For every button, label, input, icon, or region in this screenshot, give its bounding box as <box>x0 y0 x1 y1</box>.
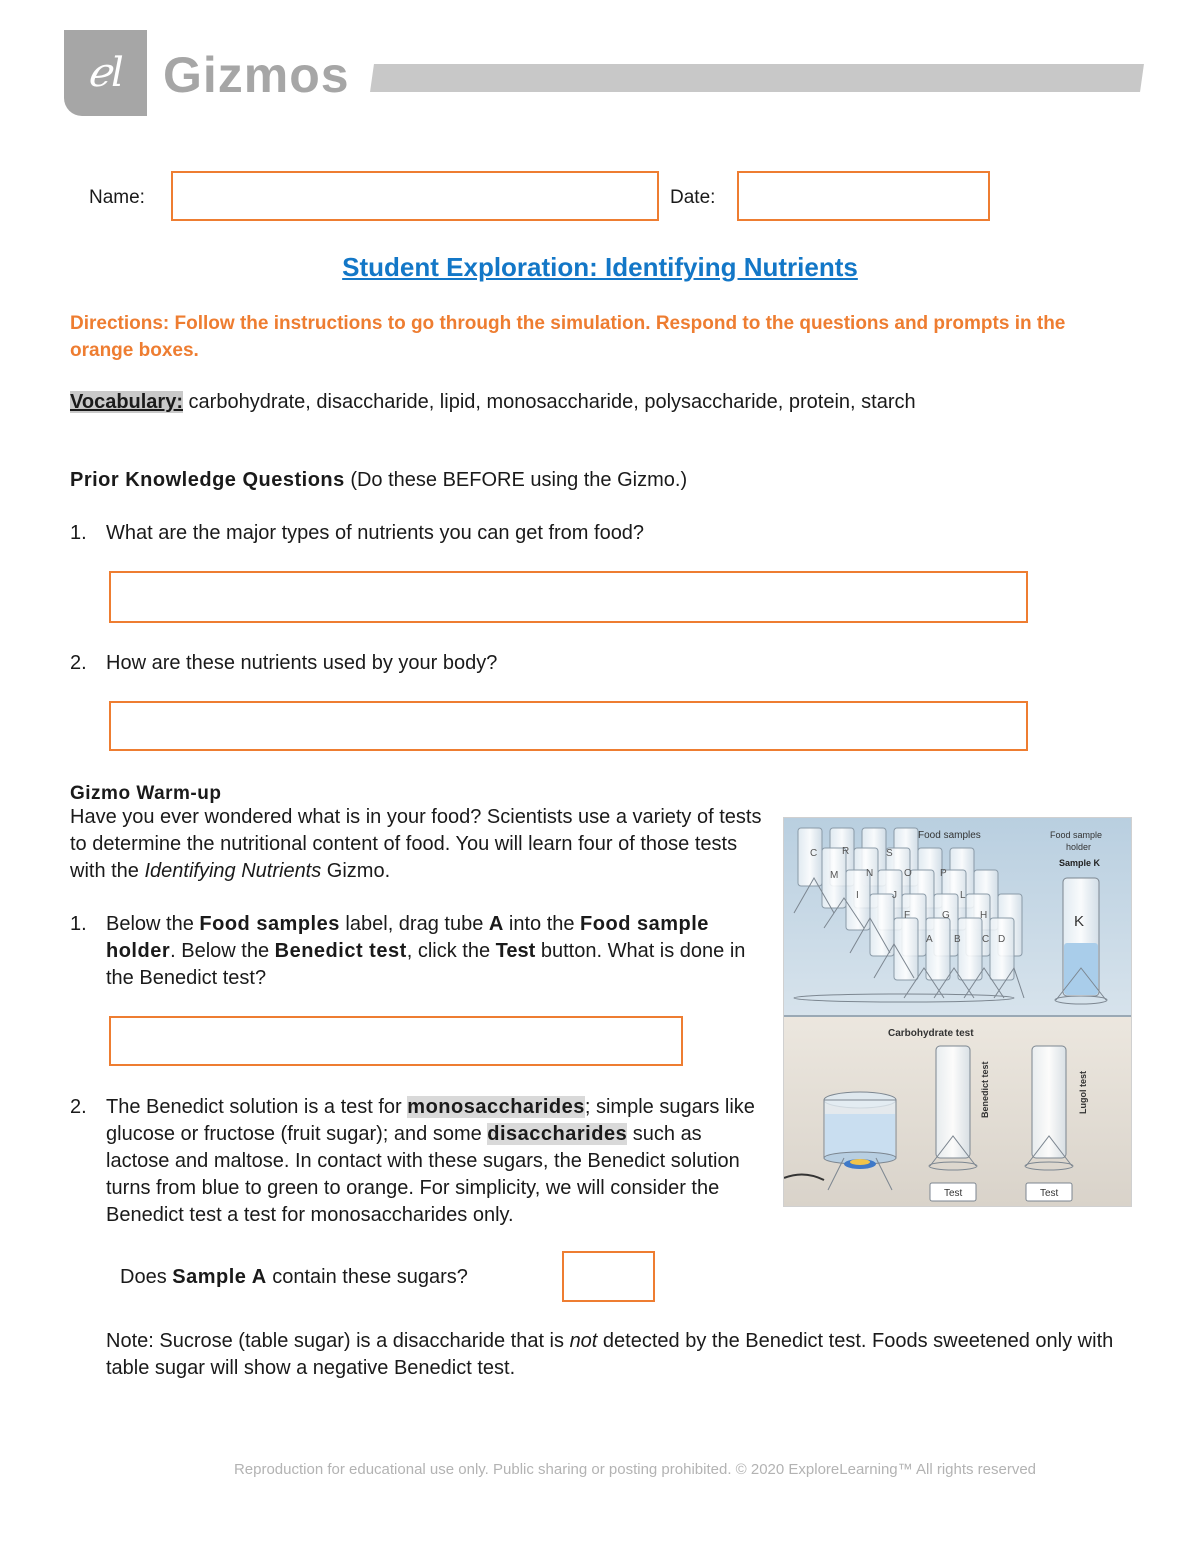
footer-copyright: Reproduction for educational use only. Public sharing or posting prohibited. © 2020 ExploreLearning™ All rights reserved <box>233 1461 1037 1478</box>
holder-tube <box>1055 878 1107 1004</box>
prior-heading-bold: Prior Knowledge Questions <box>70 469 345 491</box>
prior-q2-number: 2. <box>70 652 87 674</box>
prior-q1-answer[interactable] <box>109 571 1028 623</box>
gizmo-screenshot <box>783 817 1132 1207</box>
vocabulary-terms: carbohydrate, disaccharide, lipid, monosaccharide, polysaccharide, protein, starch <box>183 391 916 413</box>
warmup-step2-number: 2. <box>70 1096 87 1118</box>
svg-text:Test: Test <box>944 1188 963 1199</box>
sample-a-answer[interactable] <box>562 1251 655 1302</box>
name-input[interactable] <box>171 171 659 221</box>
svg-text:N: N <box>866 868 874 879</box>
svg-text:G: G <box>942 910 950 921</box>
svg-text:C: C <box>810 848 818 859</box>
prior-heading-note: (Do these BEFORE using the Gizmo.) <box>344 469 688 491</box>
warmup-step1-text: Below the Food samples label, drag tube A into the Food sample holder. Below the Benedict test, click the Test button. What is done in the Benedict test? <box>106 913 746 989</box>
date-input[interactable] <box>737 171 990 221</box>
sample-a-question: Does Sample A contain these sugars? <box>120 1266 468 1288</box>
lugol-label: Lugol test <box>1078 1071 1088 1114</box>
svg-text:M: M <box>830 870 839 881</box>
vocabulary-label: Vocabulary: <box>70 391 183 413</box>
page-title: Student Exploration: Identifying Nutrients <box>342 252 858 282</box>
svg-text:Test: Test <box>1040 1188 1059 1199</box>
brand-name: Gizmos <box>163 47 350 103</box>
holder-label-1: Food sample <box>1050 830 1103 840</box>
svg-text:J: J <box>892 890 897 901</box>
svg-text:D: D <box>998 934 1006 945</box>
holder-tube-letter: K <box>1074 913 1085 930</box>
date-label: Date: <box>670 187 716 208</box>
svg-text:O: O <box>904 868 912 879</box>
svg-text:R: R <box>842 846 850 857</box>
sample-label: Sample K <box>1059 858 1101 868</box>
food-samples-label: Food samples <box>918 830 981 841</box>
sucrose-note: Note: Sucrose (table sugar) is a disaccharide that is not detected by the Benedict test. Foods sweetened only with table sugar will show a negative Benedict test. <box>106 1330 1114 1379</box>
svg-text:F: F <box>904 910 911 921</box>
prior-knowledge-heading <box>70 467 687 494</box>
logo-glyph: ℯl <box>87 50 124 96</box>
prior-q1-text: What are the major types of nutrients you can get from food? <box>106 522 645 544</box>
svg-text:L: L <box>960 890 966 901</box>
prior-q1-number: 1. <box>70 522 87 544</box>
svg-text:I: I <box>856 890 859 901</box>
directions-text: Directions: Follow the instructions to go through the simulation. Respond to the questions and prompts in the orange boxes. <box>70 313 1066 361</box>
svg-text:S: S <box>886 848 893 859</box>
header-bar <box>370 64 1144 92</box>
warmup-step1-answer[interactable] <box>109 1016 683 1066</box>
logo-badge <box>64 30 147 116</box>
prior-q2-text: How are these nutrients used by your body? <box>106 652 498 674</box>
vocabulary-line <box>70 389 916 415</box>
carb-test-label: Carbohydrate test <box>888 1028 974 1039</box>
benedict-test-button <box>930 1183 976 1201</box>
svg-text:A: A <box>926 934 933 945</box>
warmup-heading: Gizmo Warm-up <box>70 783 222 804</box>
warmup-intro: Have you ever wondered what is in your food? Scientists use a variety of tests to determine the nutritional content of food. You will learn four of those tests with the Identifying Nutrients Gizmo. <box>70 806 762 882</box>
svg-text:B: B <box>954 934 961 945</box>
warmup-step1-number: 1. <box>70 913 87 935</box>
prior-q2-answer[interactable] <box>109 701 1028 751</box>
holder-label-2: holder <box>1066 842 1092 852</box>
warmup-step2-text: The Benedict solution is a test for monosaccharides; simple sugars like glucose or fructose (fruit sugar); and some disaccharides such as lactose and maltose. In contact with these sugars, the Benedict solution turns from blue to green to orange. For simplicity, we will consider the Benedict test a test for monosaccharides only. <box>106 1096 755 1226</box>
svg-text:H: H <box>980 910 988 921</box>
benedict-label: Benedict test <box>980 1061 990 1118</box>
name-label: Name: <box>89 187 145 208</box>
svg-text:C: C <box>982 934 990 945</box>
lugol-test-button <box>1026 1183 1072 1201</box>
svg-text:P: P <box>940 868 947 879</box>
